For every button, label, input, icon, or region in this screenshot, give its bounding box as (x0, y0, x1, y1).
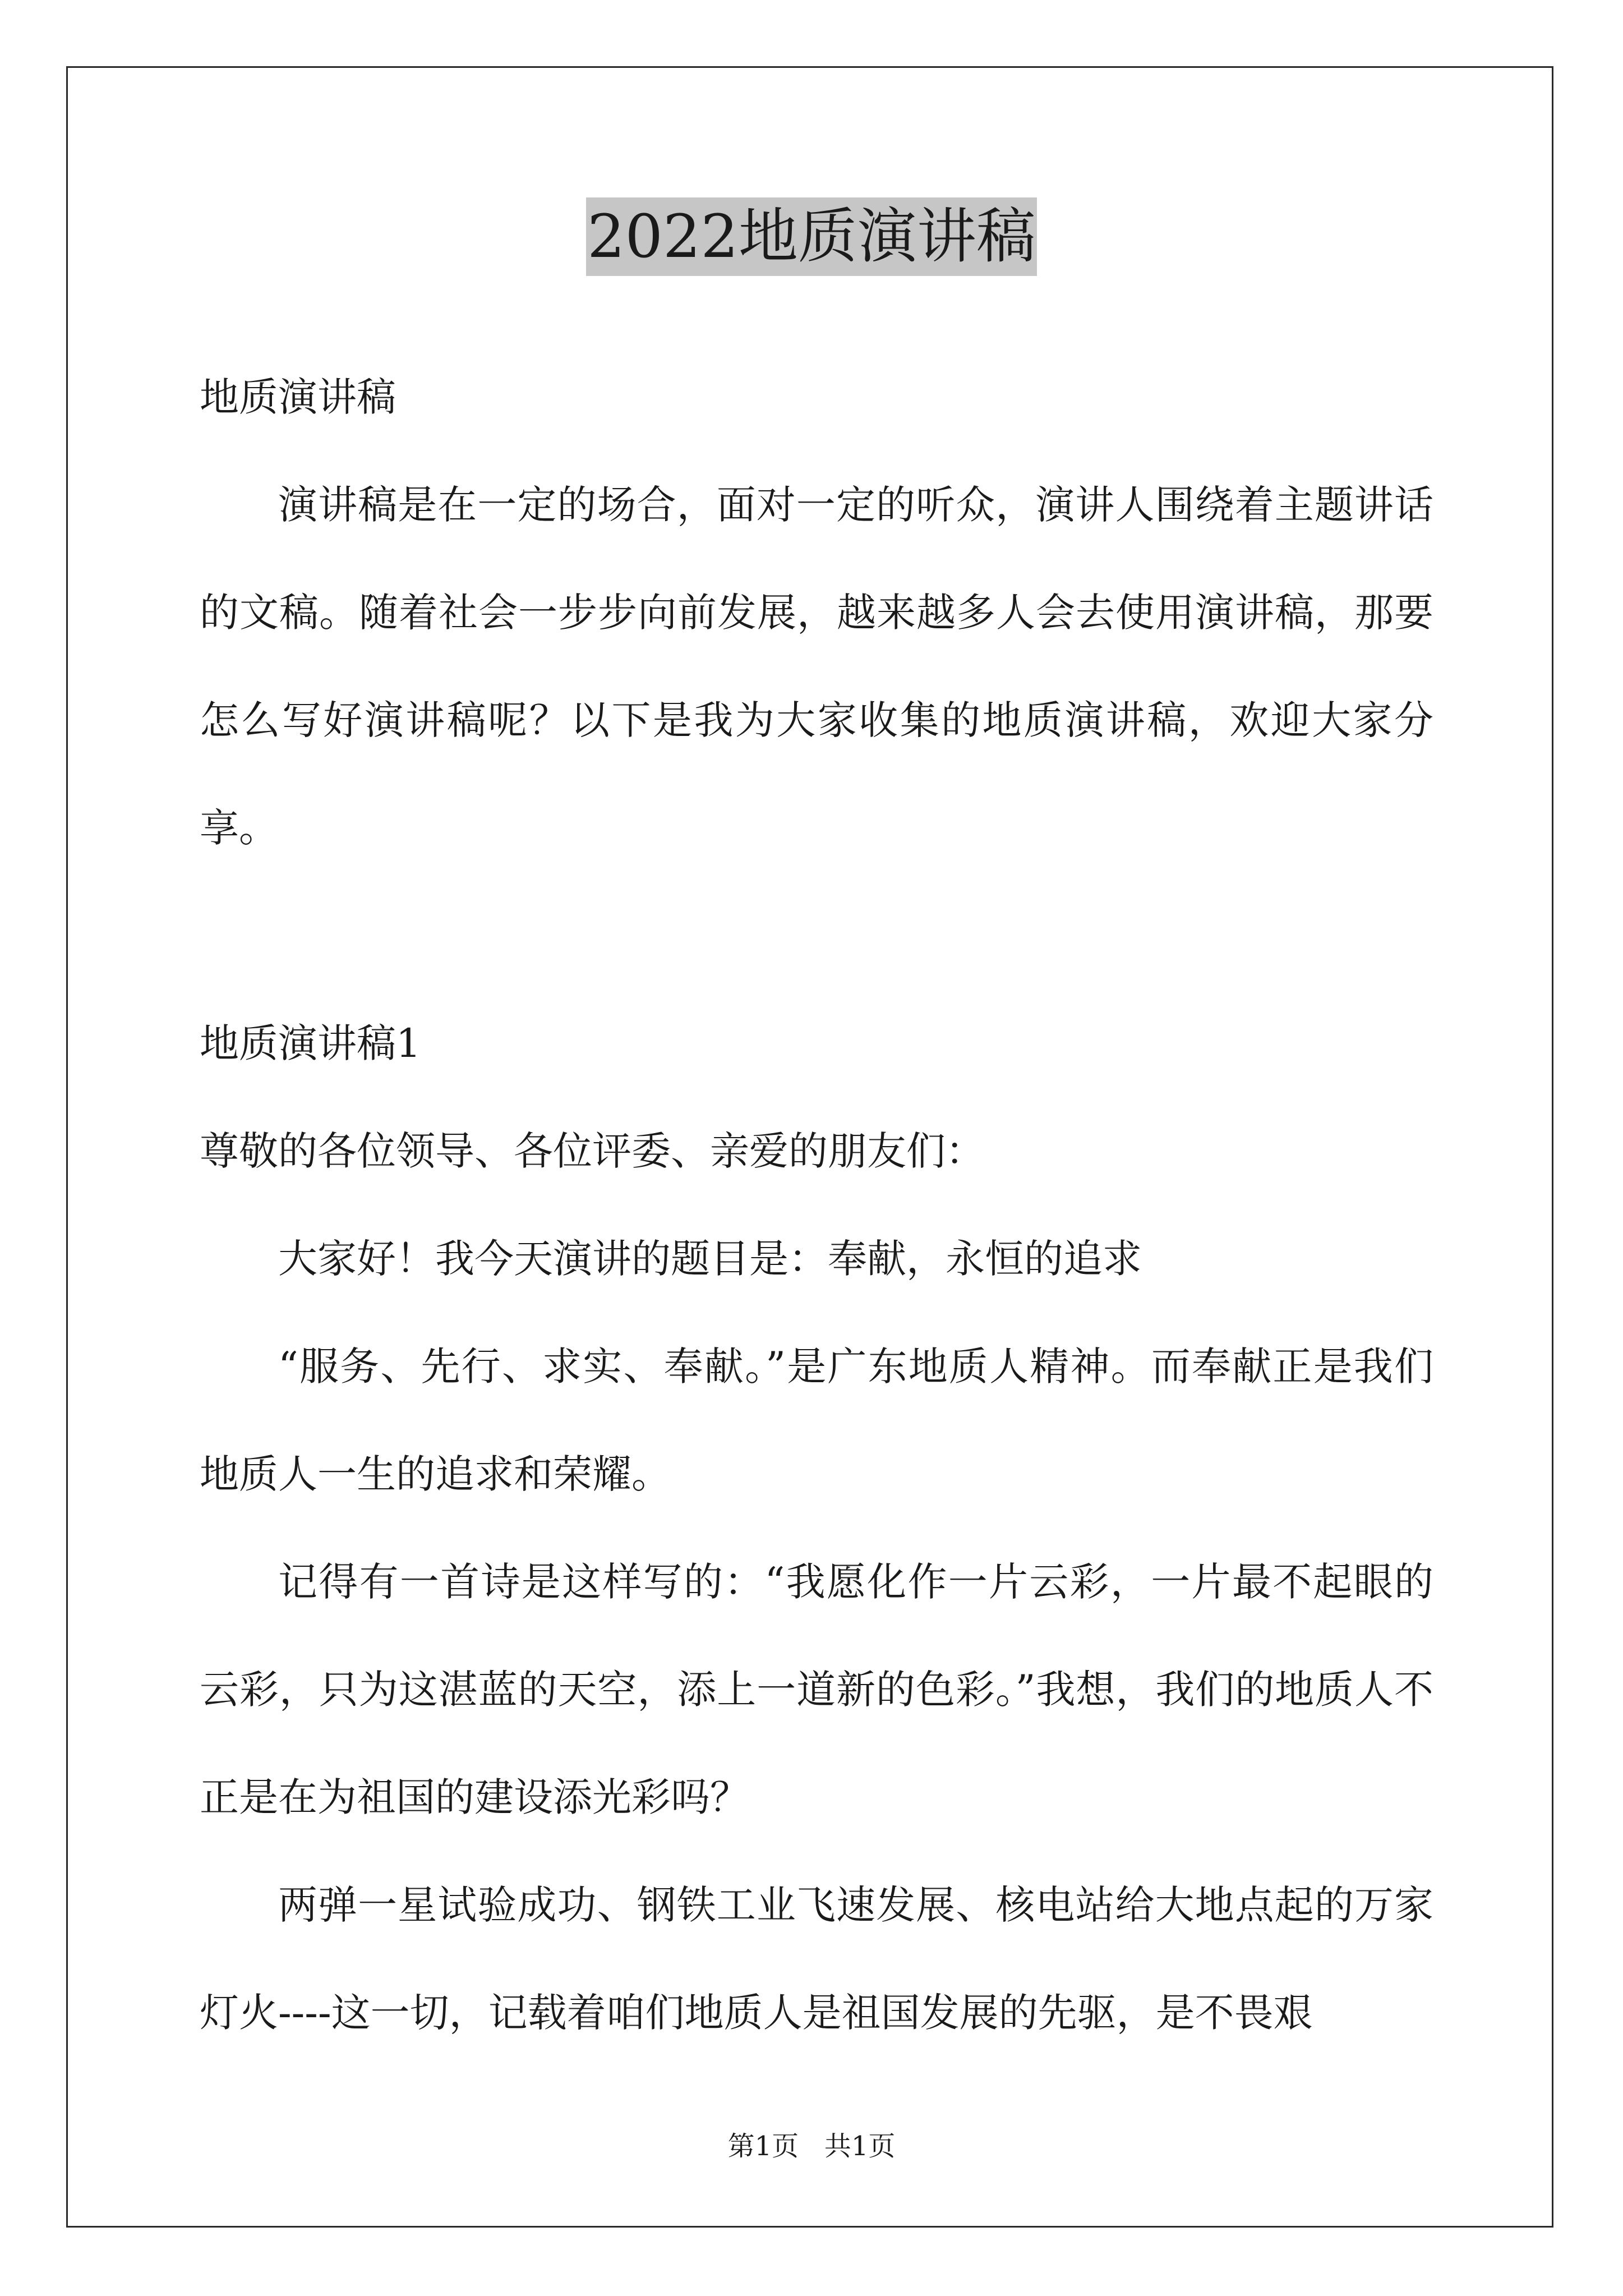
page-footer: 第1页 共1页 (727, 2131, 896, 2162)
body-paragraph: 大家好！我今天演讲的题目是：奉献，永恒的追求 (278, 1236, 1142, 1282)
body-paragraph: 演讲稿是在一定的场合，面对一定的听众，演讲人围绕着主题讲话的文稿。随着社会一步步向前发展，越来越多人会去使用演讲稿，那要怎么写好演讲稿呢？以下是我为大家收集的地质演讲稿，欢迎大家分享。 (200, 482, 1433, 851)
subsection-heading: 地质演讲稿1 (200, 1020, 421, 1066)
body-paragraph: 记得有一首诗是这样写的：“我愿化作一片云彩，一片最不起眼的云彩，只为这湛蓝的天空，添上一道新的色彩。”我想，我们的地质人不正是在为祖国的建设添光彩吗？ (200, 1559, 1433, 1820)
paragraph-gap (200, 882, 1433, 990)
document-title: 2022地质演讲稿 (586, 197, 1037, 276)
body-paragraph: 两弹一星试验成功、钢铁工业飞速发展、核电站给大地点起的万家灯火----这一切，记载着咱们地质人是祖国发展的先驱，是不畏艰 (200, 1882, 1433, 2036)
body-paragraph: “服务、先行、求实、奉献。”是广东地质人精神。而奉献正是我们地质人一生的追求和荣耀。 (200, 1343, 1433, 1497)
document-body (200, 343, 1433, 2067)
title-block (0, 197, 1623, 276)
body-paragraph: 尊敬的各位领导、各位评委、亲爱的朋友们： (200, 1128, 985, 1174)
section-heading: 地质演讲稿 (200, 374, 396, 420)
